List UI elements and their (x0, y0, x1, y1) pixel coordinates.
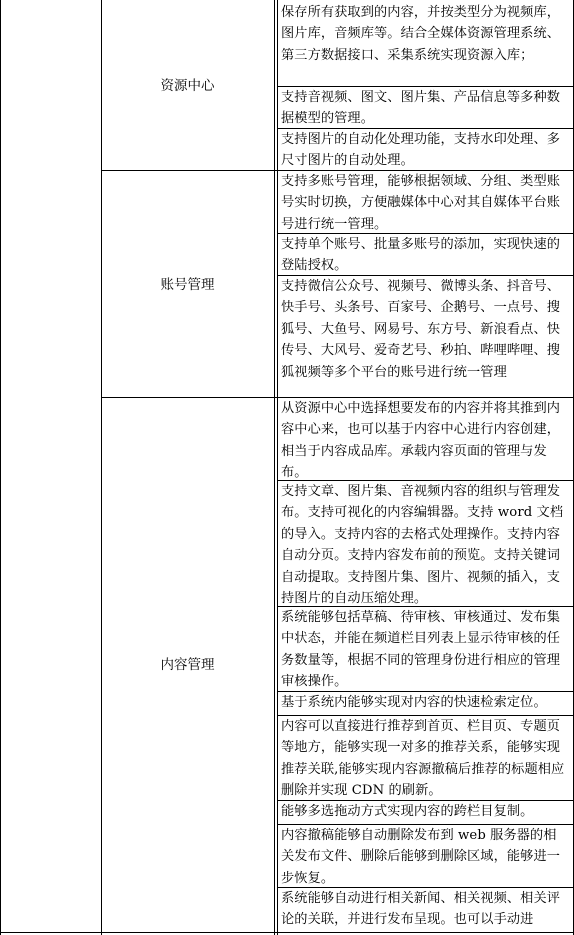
table-bottom-border (0, 932, 574, 933)
category-content-management: 内容管理 (160, 657, 215, 673)
column-divider-3 (277, 0, 278, 935)
feature-description: 能够多选拖动方式实现内容的跨栏目复制。 (281, 804, 534, 819)
feature-description: 支持文章、图片集、音视频内容的组织与管理发布。支持可视化的内容编辑器。支持 word 文档的导入。支持内容的去格式处理操作。支持内容自动分页。支持内容发布前的预览。支持关键词自动提取。支持图片集、图片、视频的插入，支持图片的自动压缩处理。 (281, 484, 564, 606)
feature-description: 支持单个账号、批量多账号的添加，实现快速的登陆授权。 (281, 237, 561, 274)
feature-description: 支持多账号管理，能够根据领域、分组、类型账号实时切换，方便融媒体中心对其自媒体平台账号进行统一管理。 (281, 174, 561, 232)
category-resource-center: 资源中心 (160, 78, 215, 94)
column-divider-2 (274, 0, 275, 935)
feature-description: 支持图片的自动化处理功能，支持水印处理、多尺寸图片的自动处理。 (281, 132, 561, 169)
table-left-border (0, 0, 1, 935)
feature-description: 系统能够自动进行相关新闻、相关视频、相关评论的关联，并进行发布呈现。也可以手动进 (281, 891, 561, 928)
feature-description: 基于系统内能够实现对内容的快速检索定位。 (281, 695, 547, 710)
feature-description: 内容撤稿能够自动删除发布到 web 服务器的相关发布文件、删除后能够到删除区域，能够进一步恢复。 (281, 828, 561, 886)
feature-description: 保存所有获取到的内容，并按类型分为视频库，图片库，音频库等。结合全媒体资源管理系统、第三方数据接口、采集系统实现资源入库； (281, 5, 561, 63)
feature-description: 内容可以直接进行推荐到首页、栏目页、专题页等地方，能够实现一对多的推荐关系，能够实现推荐关联,能够实现内容源撤稿后推荐的标题相应删除并实现 CDN 的刷新。 (281, 719, 565, 799)
feature-description: 支持音视频、图文、图片集、产品信息等多种数据模型的管理。 (281, 90, 561, 127)
category-account-management: 账号管理 (160, 277, 215, 293)
feature-description: 系统能够包括草稿、待审核、审核通过、发布集中状态，并能在频道栏目列表上显示待审核的任务数量等，根据不同的管理身份进行相应的管理审核操作。 (281, 610, 561, 690)
column-divider-1 (101, 0, 102, 935)
feature-description: 支持微信公众号、视频号、微博头条、抖音号、快手号、头条号、百家号、企鹅号、一点号、搜狐号、大鱼号、网易号、东方号、新浪看点、快传号、大风号、爱奇艺号、秒拍、哔哩哔哩、搜狐视频等多个平台的账号进行统一管理 (281, 279, 561, 380)
feature-description: 从资源中心中选择想要发布的内容并将其推到内容中心来，也可以基于内容中心进行内容创建，相当于内容成品库。承载内容页面的管理与发布。 (281, 401, 561, 480)
